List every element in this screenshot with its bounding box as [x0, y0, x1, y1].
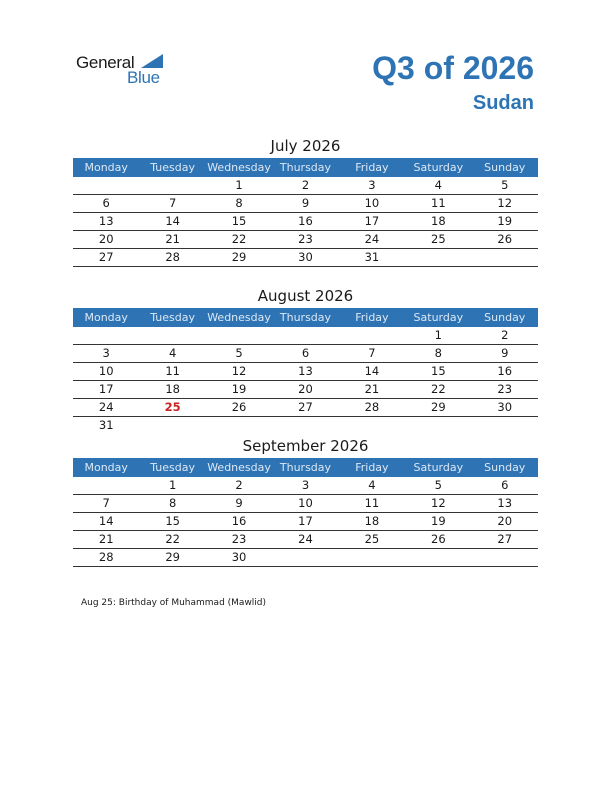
- weekday-label: Monday: [84, 161, 128, 174]
- day-cell: [272, 549, 338, 566]
- page-title: Q3 of 2026: [372, 50, 534, 86]
- day-cell: 23: [231, 532, 247, 546]
- day-cell: 27: [497, 532, 513, 546]
- weekday-label: Tuesday: [150, 461, 196, 474]
- day-cell: 22: [431, 382, 446, 396]
- country-name: Sudan: [472, 92, 534, 114]
- weekday-label: Friday: [355, 161, 389, 174]
- month-title: July 2026: [270, 137, 341, 155]
- day-cell: 4: [434, 178, 442, 192]
- day-cell: [139, 177, 205, 194]
- day-cell: 25: [431, 232, 446, 246]
- day-cell: [405, 249, 471, 266]
- day-cell: 5: [501, 178, 509, 192]
- day-cell: 30: [231, 550, 247, 564]
- day-cell: 12: [231, 364, 247, 378]
- weekday-header: [73, 458, 538, 477]
- day-cell: 13: [98, 214, 114, 228]
- day-cell: 6: [102, 196, 110, 210]
- weekday-header: [73, 308, 538, 327]
- day-cell: 26: [497, 232, 513, 246]
- day-cell: 30: [497, 400, 513, 414]
- day-cell: 9: [501, 346, 509, 360]
- day-cell: 29: [431, 400, 446, 414]
- day-cell: 20: [98, 232, 114, 246]
- day-cell: 20: [298, 382, 313, 396]
- day-cell: 11: [165, 364, 180, 378]
- day-cell: 10: [298, 496, 313, 510]
- weekday-label: Tuesday: [150, 161, 196, 174]
- weekday-label: Sunday: [484, 161, 526, 174]
- day-cell: 14: [98, 514, 114, 528]
- day-cell: 6: [301, 346, 310, 360]
- week-row: [73, 549, 538, 567]
- day-cell: 14: [364, 364, 380, 378]
- day-cell: 22: [165, 532, 180, 546]
- day-cell: 28: [364, 400, 380, 414]
- weekday-label: Sunday: [484, 461, 526, 474]
- week-row: [73, 363, 538, 381]
- weekday-label: Friday: [355, 311, 389, 324]
- day-cell: 1: [434, 328, 442, 342]
- month-title: August 2026: [257, 287, 354, 305]
- day-cell: 24: [298, 532, 313, 546]
- day-cell: 31: [364, 250, 380, 264]
- day-cell: [339, 417, 405, 434]
- day-cell: 6: [501, 478, 509, 492]
- week-row: [73, 213, 538, 231]
- weekday-label: Thursday: [279, 461, 332, 474]
- day-cell: [139, 327, 205, 344]
- day-cell: [73, 477, 139, 494]
- logo-triangle-icon: [141, 54, 163, 68]
- day-cell: [339, 549, 405, 566]
- day-cell: 23: [497, 382, 513, 396]
- weekday-label: Thursday: [279, 161, 332, 174]
- day-cell: [405, 417, 471, 434]
- day-cell: 1: [168, 478, 177, 492]
- day-cell: 21: [98, 532, 114, 546]
- weekday-label: Saturday: [413, 461, 464, 474]
- day-cell: 13: [497, 496, 513, 510]
- week-row: [73, 249, 538, 267]
- day-cell: 2: [235, 478, 243, 492]
- day-cell: 18: [364, 514, 380, 528]
- day-cell: 21: [364, 382, 380, 396]
- day-cell: 29: [165, 550, 180, 564]
- day-cell: 16: [231, 514, 247, 528]
- day-cell: 26: [231, 400, 247, 414]
- week-row: [73, 381, 538, 399]
- day-cell: 27: [298, 400, 313, 414]
- day-cell: 19: [497, 214, 513, 228]
- day-cell: [472, 549, 538, 566]
- day-cell: [139, 417, 205, 434]
- weekday-label: Saturday: [413, 161, 464, 174]
- month-august: [73, 284, 538, 434]
- day-cell: 10: [364, 196, 380, 210]
- week-row: [73, 345, 538, 363]
- day-cell: 25: [364, 532, 380, 546]
- day-cell: 18: [165, 382, 180, 396]
- day-cell: 3: [368, 178, 376, 192]
- month-title: September 2026: [242, 437, 369, 455]
- day-cell: 15: [231, 214, 247, 228]
- day-cell: 8: [235, 196, 243, 210]
- day-cell: 20: [497, 514, 513, 528]
- day-cell: 11: [364, 496, 380, 510]
- logo-blue-text: Blue: [127, 68, 160, 87]
- day-cell: 7: [102, 496, 110, 510]
- day-cell: [73, 327, 139, 344]
- day-cell: 12: [497, 196, 513, 210]
- day-cell: 11: [431, 196, 446, 210]
- day-cell: [206, 327, 272, 344]
- day-cell: 8: [434, 346, 442, 360]
- logo-general-text: General: [76, 53, 135, 72]
- day-cell: 9: [235, 496, 243, 510]
- week-row: [73, 327, 538, 345]
- day-cell: 4: [368, 478, 376, 492]
- holiday-note: Aug 25: Birthday of Muhammad (Mawlid): [81, 598, 267, 608]
- day-cell: 22: [231, 232, 247, 246]
- day-cell: 24: [98, 400, 114, 414]
- day-cell: 13: [298, 364, 313, 378]
- day-cell: [472, 417, 538, 434]
- weekday-label: Monday: [84, 311, 128, 324]
- weekday-label: Friday: [355, 461, 389, 474]
- day-cell: [339, 327, 405, 344]
- month-july: [73, 134, 538, 267]
- day-cell: 15: [431, 364, 446, 378]
- week-row: [73, 477, 538, 495]
- weekday-label: Saturday: [413, 311, 464, 324]
- week-row: [73, 531, 538, 549]
- day-cell: 5: [434, 478, 442, 492]
- week-row: [73, 417, 538, 434]
- day-cell: 4: [168, 346, 177, 360]
- week-row: [73, 399, 538, 417]
- day-cell: 3: [301, 478, 310, 492]
- day-cell: 3: [102, 346, 110, 360]
- day-cell: [405, 549, 471, 566]
- day-cell: 2: [501, 328, 509, 342]
- holiday-day: 25: [164, 400, 181, 414]
- day-cell: 24: [364, 232, 380, 246]
- weekday-label: Wednesday: [207, 161, 271, 174]
- week-row: [73, 513, 538, 531]
- day-cell: [472, 249, 538, 266]
- day-cell: 16: [497, 364, 513, 378]
- holiday-notes: [81, 598, 266, 608]
- weekday-label: Thursday: [279, 311, 332, 324]
- day-cell: [73, 177, 139, 194]
- day-cell: [272, 417, 338, 434]
- day-cell: 5: [235, 346, 243, 360]
- day-cell: 21: [165, 232, 180, 246]
- day-cell: 2: [301, 178, 310, 192]
- week-row: [73, 177, 538, 195]
- day-cell: [272, 327, 338, 344]
- week-row: [73, 231, 538, 249]
- day-cell: 28: [98, 550, 114, 564]
- day-cell: 31: [98, 418, 114, 432]
- weekday-label: Wednesday: [207, 311, 271, 324]
- day-cell: 19: [431, 514, 446, 528]
- day-cell: 12: [431, 496, 446, 510]
- month-september: [73, 434, 538, 567]
- day-cell: 1: [235, 178, 243, 192]
- day-cell: 7: [168, 196, 177, 210]
- weekday-label: Wednesday: [207, 461, 271, 474]
- day-cell: [206, 417, 272, 434]
- day-cell: 9: [301, 196, 310, 210]
- day-cell: 28: [165, 250, 180, 264]
- day-cell: 17: [364, 214, 380, 228]
- day-cell: 19: [231, 382, 247, 396]
- day-cell: 27: [98, 250, 114, 264]
- day-cell: 7: [368, 346, 376, 360]
- day-cell: 17: [98, 382, 114, 396]
- day-cell: 15: [165, 514, 180, 528]
- logo: [76, 53, 176, 87]
- weekday-header: [73, 158, 538, 177]
- day-cell: 18: [431, 214, 446, 228]
- weekday-label: Sunday: [484, 311, 526, 324]
- day-cell: 30: [298, 250, 313, 264]
- day-cell: 17: [298, 514, 313, 528]
- day-cell: 8: [168, 496, 177, 510]
- day-cell: 23: [298, 232, 313, 246]
- day-cell: 29: [231, 250, 247, 264]
- day-cell: 10: [98, 364, 114, 378]
- weekday-label: Tuesday: [150, 311, 196, 324]
- day-cell: 26: [431, 532, 446, 546]
- day-cell: 14: [165, 214, 180, 228]
- week-row: [73, 195, 538, 213]
- week-row: [73, 495, 538, 513]
- weekday-label: Monday: [84, 461, 128, 474]
- day-cell: 16: [298, 214, 313, 228]
